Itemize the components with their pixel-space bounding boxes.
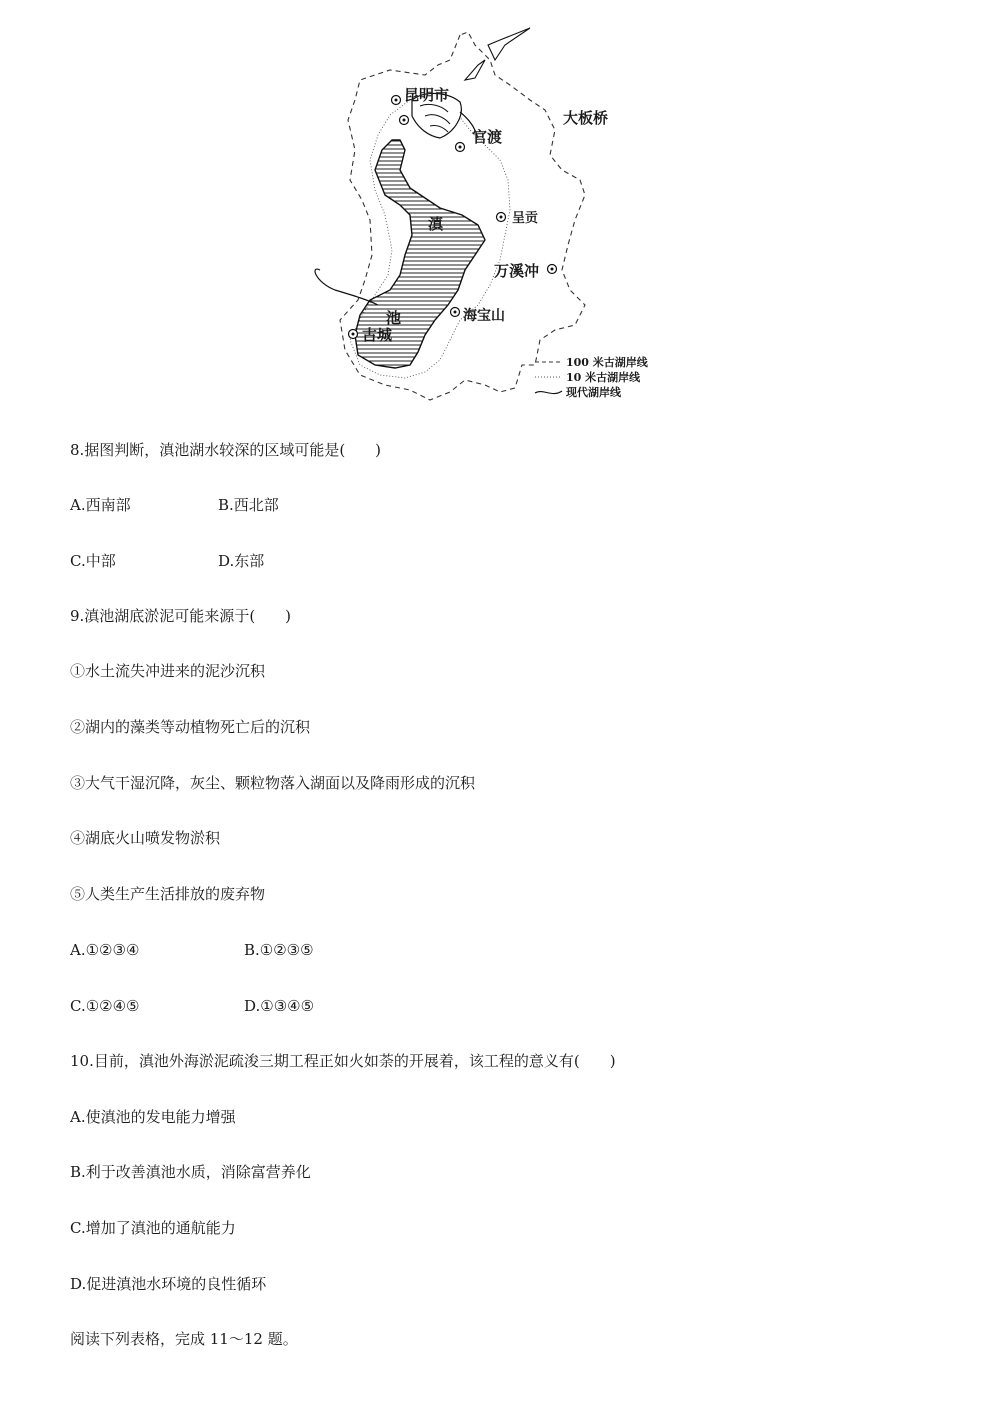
- label-dian: 滇: [428, 215, 444, 233]
- marker-chenggong: [497, 213, 506, 222]
- map-legend: [535, 355, 649, 399]
- q9-option-b: B.①②③⑤: [244, 941, 314, 959]
- legend-10m: 10 米古湖岸线: [566, 371, 641, 384]
- q10-stem: 10.目前，滇池外海淤泥疏浚三期工程正如火如荼的开展着，该工程的意义有( ): [70, 1052, 616, 1070]
- q10-option-c: C.增加了滇池的通航能力: [70, 1219, 236, 1237]
- label-haibaoshan: 海宝山: [463, 308, 505, 324]
- marker-kunming: [392, 96, 401, 105]
- q9-item: ①水土流失冲进来的泥沙沉积: [70, 662, 266, 680]
- label-dabanqiao: 大板桥: [563, 109, 609, 127]
- marker-haibaoshan: [451, 308, 460, 317]
- q8-option-c: C.中部: [70, 552, 116, 570]
- q9-option-d: D.①③④⑤: [244, 997, 315, 1015]
- q9-item: ②湖内的藻类等动植物死亡后的沉积: [70, 718, 311, 736]
- reading-prompt: 阅读下列表格，完成 11～12 题。: [70, 1330, 298, 1348]
- label-gucheng: 古城: [362, 326, 393, 344]
- label-kunming: 昆明市: [404, 86, 450, 104]
- marker-north2: [400, 116, 409, 125]
- q10-option-d: D.促进滇池水环境的良性循环: [70, 1275, 267, 1293]
- q10-option-b: B.利于改善滇池水质，消除富营养化: [70, 1163, 311, 1181]
- q8-option-d: D.东部: [218, 552, 265, 570]
- q8-stem: 8.据图判断，滇池湖水较深的区域可能是( ): [70, 441, 382, 459]
- q9-item: ③大气干湿沉降，灰尘、颗粒物落入湖面以及降雨形成的沉积: [70, 774, 476, 792]
- dianchi-map: [300, 20, 680, 405]
- label-wanxichong: 万溪冲: [494, 262, 540, 280]
- q9-stem: 9.滇池湖底淤泥可能来源于( ): [70, 607, 292, 625]
- q9-option-a: A.①②③④: [70, 941, 140, 959]
- label-guandu: 官渡: [472, 128, 503, 146]
- label-chi: 池: [386, 309, 402, 327]
- marker-wanxichong: [548, 265, 557, 274]
- label-chenggong: 呈贡: [512, 211, 539, 226]
- q8-option-b: B.西北部: [218, 496, 279, 514]
- q9-item: ⑤人类生产生活排放的废弃物: [70, 885, 266, 903]
- q10-option-a: A.使滇池的发电能力增强: [70, 1108, 236, 1126]
- legend-modern: 现代湖岸线: [566, 386, 621, 399]
- q8-option-a: A.西南部: [70, 496, 131, 514]
- legend-100m: 100 米古湖岸线: [566, 356, 648, 369]
- q9-option-c: C.①②④⑤: [70, 997, 140, 1015]
- marker-guandu: [456, 143, 465, 152]
- q9-item: ④湖底火山喷发物淤积: [70, 829, 221, 847]
- marker-gucheng: [349, 330, 358, 339]
